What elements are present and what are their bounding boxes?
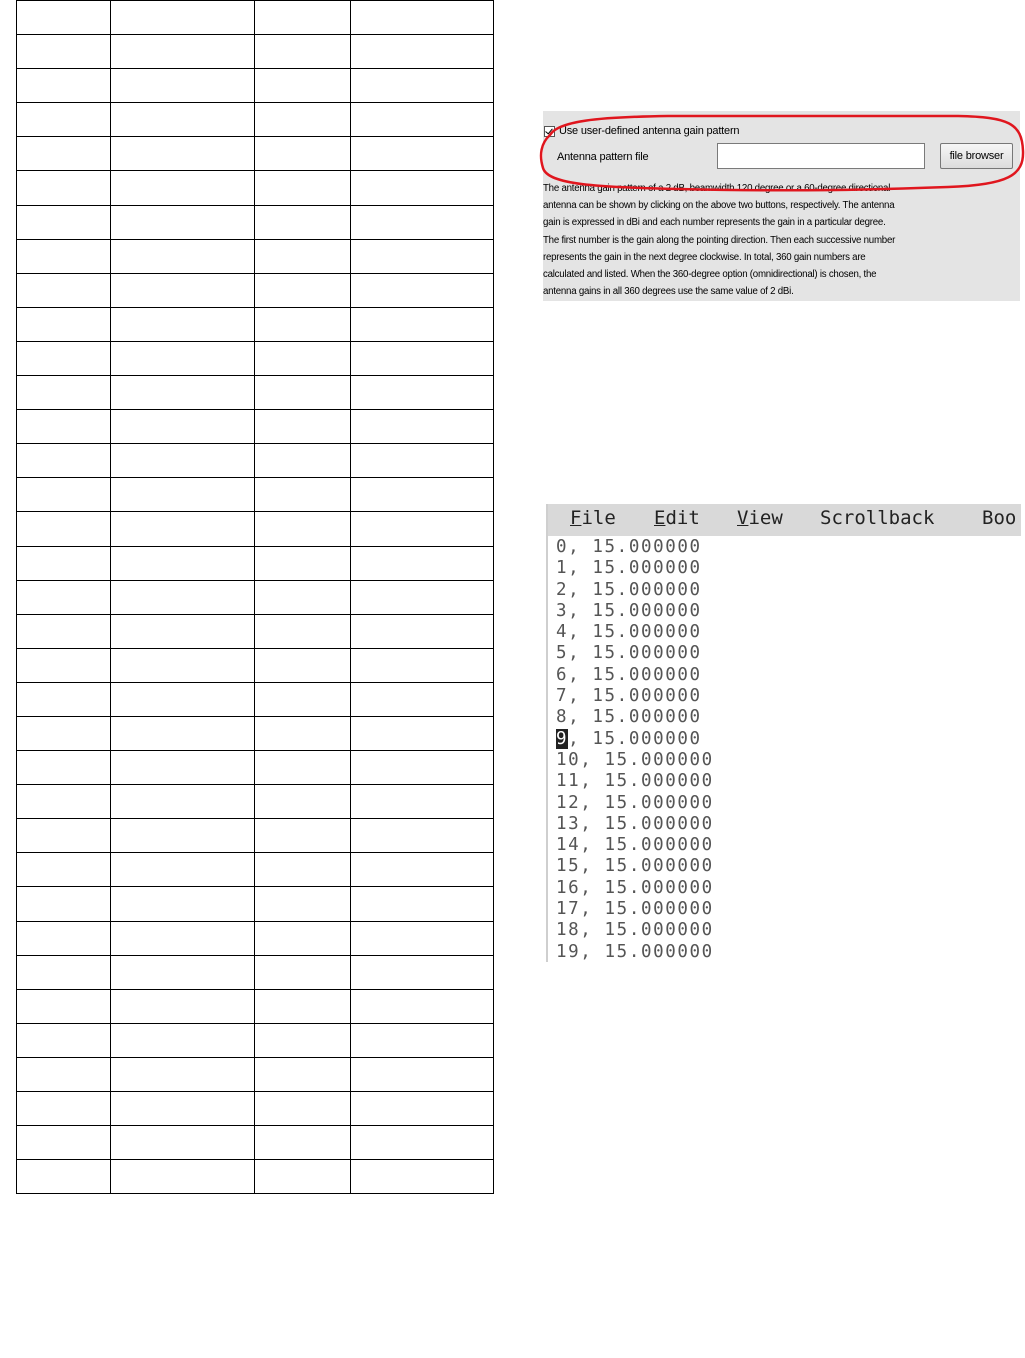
table-row xyxy=(17,512,494,546)
table-cell xyxy=(111,1057,255,1091)
table-cell xyxy=(255,341,351,375)
table-cell xyxy=(111,682,255,716)
table-row xyxy=(17,341,494,375)
table-cell xyxy=(17,512,111,546)
text-cursor: 9 xyxy=(556,728,569,749)
description-line: The antenna gain pattern of a 2 dB, beamwidth 120 degree or a 60-degree directional xyxy=(543,183,891,194)
table-cell xyxy=(17,716,111,750)
menu-mnemonic: E xyxy=(654,507,666,529)
table-cell xyxy=(255,921,351,955)
description-line: represents the gain in the next degree clockwise. In total, 360 gain numbers are xyxy=(543,251,866,263)
table-cell xyxy=(255,614,351,648)
table-cell xyxy=(17,785,111,819)
table-cell xyxy=(351,853,494,887)
table-cell xyxy=(255,648,351,682)
menu-item-ile[interactable] xyxy=(570,507,616,529)
table-cell xyxy=(17,853,111,887)
table-cell xyxy=(111,410,255,444)
table-cell xyxy=(351,751,494,785)
menu-item-scrollback[interactable] xyxy=(820,507,934,529)
table-cell xyxy=(351,137,494,171)
menu-label: iew xyxy=(748,507,783,529)
terminal-line: 12, 15.000000 xyxy=(556,792,714,813)
table-cell xyxy=(111,887,255,921)
table-cell xyxy=(351,103,494,137)
table-cell xyxy=(111,1092,255,1126)
table-cell xyxy=(17,273,111,307)
description-line: antenna can be shown by clicking on the above two buttons, respectively. The antenna xyxy=(543,200,895,212)
table-cell xyxy=(351,1023,494,1057)
table-row xyxy=(17,682,494,716)
table-row xyxy=(17,648,494,682)
table-cell xyxy=(351,171,494,205)
table-cell xyxy=(17,546,111,580)
table-cell xyxy=(255,1057,351,1091)
table-cell xyxy=(17,137,111,171)
table-cell xyxy=(17,648,111,682)
table-cell xyxy=(255,376,351,410)
table-row xyxy=(17,853,494,887)
table-cell xyxy=(255,444,351,478)
table-cell xyxy=(255,751,351,785)
table-cell xyxy=(111,307,255,341)
table-cell xyxy=(351,989,494,1023)
terminal-line: 13, 15.000000 xyxy=(556,813,714,834)
table-cell xyxy=(17,171,111,205)
table-cell xyxy=(111,1126,255,1160)
menu-mnemonic: F xyxy=(570,507,582,529)
table-row xyxy=(17,785,494,819)
table-cell xyxy=(17,1160,111,1194)
menu-mnemonic: V xyxy=(737,507,749,529)
use-pattern-checkbox-row[interactable] xyxy=(543,124,739,138)
terminal-line: 11, 15.000000 xyxy=(556,771,714,792)
table-cell xyxy=(111,1,255,35)
table-cell xyxy=(111,751,255,785)
terminal-line: 5, 15.000000 xyxy=(556,643,702,664)
table-cell xyxy=(111,989,255,1023)
grid-table-body xyxy=(17,1,494,1194)
table-row xyxy=(17,751,494,785)
terminal-line: 0, 15.000000 xyxy=(556,537,702,557)
terminal-line: 19, 15.000000 xyxy=(556,941,714,962)
table-cell xyxy=(111,614,255,648)
table-cell xyxy=(255,478,351,512)
terminal-line: 14, 15.000000 xyxy=(556,835,714,856)
terminal-line: 2, 15.000000 xyxy=(556,579,702,600)
table-cell xyxy=(111,376,255,410)
table-cell xyxy=(17,444,111,478)
table-cell xyxy=(17,955,111,989)
table-cell xyxy=(255,1023,351,1057)
description-line: antenna gains in all 360 degrees use the same value of 2 dBi. xyxy=(543,286,794,298)
table-cell xyxy=(351,614,494,648)
file-browser-button[interactable]: file browser xyxy=(940,143,1013,169)
table-cell xyxy=(255,682,351,716)
terminal-line: 4, 15.000000 xyxy=(556,622,702,643)
table-row xyxy=(17,35,494,69)
table-cell xyxy=(17,478,111,512)
terminal-line: 10, 15.000000 xyxy=(556,749,714,770)
terminal-line: 6, 15.000000 xyxy=(556,664,702,685)
table-cell xyxy=(351,1057,494,1091)
table-row xyxy=(17,921,494,955)
terminal-line: 17, 15.000000 xyxy=(556,899,714,920)
table-cell xyxy=(17,819,111,853)
terminal-output[interactable] xyxy=(556,537,714,962)
table-row xyxy=(17,955,494,989)
terminal-line: 18, 15.000000 xyxy=(556,920,714,941)
table-cell xyxy=(351,478,494,512)
description-line: The first number is the gain along the pointing direction. Then each successive number xyxy=(543,234,896,246)
table-cell xyxy=(351,376,494,410)
antenna-gain-description xyxy=(543,180,904,300)
table-cell xyxy=(111,955,255,989)
table-row xyxy=(17,989,494,1023)
table-cell xyxy=(111,1023,255,1057)
menu-label: ile xyxy=(581,507,616,529)
table-cell xyxy=(255,580,351,614)
table-cell xyxy=(351,785,494,819)
table-cell xyxy=(351,307,494,341)
table-cell xyxy=(111,273,255,307)
table-cell xyxy=(17,614,111,648)
terminal-line: 1, 15.000000 xyxy=(556,558,702,579)
table-row xyxy=(17,205,494,239)
table-cell xyxy=(17,887,111,921)
table-cell xyxy=(111,171,255,205)
table-row xyxy=(17,171,494,205)
table-row xyxy=(17,1023,494,1057)
table-row xyxy=(17,1057,494,1091)
table-cell xyxy=(255,955,351,989)
table-cell xyxy=(255,512,351,546)
table-cell xyxy=(17,989,111,1023)
table-cell xyxy=(17,682,111,716)
table-cell xyxy=(255,239,351,273)
table-cell xyxy=(351,1160,494,1194)
menu-item-dit[interactable] xyxy=(654,507,700,529)
table-cell xyxy=(255,989,351,1023)
terminal-line: 8, 15.000000 xyxy=(556,707,702,728)
use-pattern-checkbox[interactable] xyxy=(544,126,555,137)
table-cell xyxy=(255,1092,351,1126)
table-cell xyxy=(111,478,255,512)
antenna-settings-panel xyxy=(543,111,1020,301)
table-row xyxy=(17,1160,494,1194)
terminal-line: 3, 15.000000 xyxy=(556,600,702,621)
table-cell xyxy=(351,273,494,307)
table-cell xyxy=(351,648,494,682)
table-cell xyxy=(351,955,494,989)
table-cell xyxy=(17,751,111,785)
empty-grid-table xyxy=(16,0,494,1194)
table-cell xyxy=(17,341,111,375)
table-row xyxy=(17,103,494,137)
antenna-pattern-file-input[interactable] xyxy=(717,143,925,169)
table-cell xyxy=(255,103,351,137)
table-cell xyxy=(17,205,111,239)
table-row xyxy=(17,1126,494,1160)
table-row xyxy=(17,1092,494,1126)
table-cell xyxy=(351,410,494,444)
table-row xyxy=(17,273,494,307)
table-cell xyxy=(255,716,351,750)
table-cell xyxy=(351,341,494,375)
table-cell xyxy=(255,887,351,921)
table-cell xyxy=(17,1092,111,1126)
table-cell xyxy=(17,103,111,137)
table-cell xyxy=(351,444,494,478)
table-cell xyxy=(17,1,111,35)
table-row xyxy=(17,307,494,341)
description-line: gain is expressed in dBi and each number represents the gain in a particular degree. xyxy=(543,217,886,229)
table-cell xyxy=(17,239,111,273)
table-cell xyxy=(111,648,255,682)
table-cell xyxy=(17,376,111,410)
table-row xyxy=(17,546,494,580)
terminal-window xyxy=(546,504,1021,962)
table-cell xyxy=(255,205,351,239)
menu-label: Boo xyxy=(982,507,1017,529)
table-cell xyxy=(255,546,351,580)
table-cell xyxy=(255,69,351,103)
table-cell xyxy=(351,887,494,921)
table-cell xyxy=(351,35,494,69)
table-cell xyxy=(351,512,494,546)
table-cell xyxy=(351,1,494,35)
table-cell xyxy=(111,444,255,478)
table-row xyxy=(17,478,494,512)
table-row xyxy=(17,716,494,750)
table-row xyxy=(17,887,494,921)
table-cell xyxy=(111,512,255,546)
table-cell xyxy=(255,1160,351,1194)
table-cell xyxy=(111,819,255,853)
menu-label: dit xyxy=(665,507,700,529)
table-cell xyxy=(351,546,494,580)
table-cell xyxy=(351,580,494,614)
table-cell xyxy=(351,819,494,853)
terminal-line: 7, 15.000000 xyxy=(556,686,702,707)
table-row xyxy=(17,69,494,103)
table-cell xyxy=(111,785,255,819)
table-cell xyxy=(351,205,494,239)
table-row xyxy=(17,410,494,444)
table-cell xyxy=(351,682,494,716)
table-cell xyxy=(255,137,351,171)
table-cell xyxy=(17,1057,111,1091)
table-cell xyxy=(255,410,351,444)
terminal-line: 9, 15.000000 xyxy=(556,728,702,749)
table-cell xyxy=(255,1126,351,1160)
table-cell xyxy=(111,580,255,614)
table-cell xyxy=(351,1126,494,1160)
table-cell xyxy=(17,1023,111,1057)
table-cell xyxy=(255,307,351,341)
table-cell xyxy=(111,341,255,375)
table-row xyxy=(17,444,494,478)
table-cell xyxy=(111,853,255,887)
table-cell xyxy=(111,921,255,955)
table-cell xyxy=(17,1126,111,1160)
table-cell xyxy=(111,103,255,137)
menu-item-iew[interactable] xyxy=(737,507,783,529)
table-cell xyxy=(17,35,111,69)
table-cell xyxy=(351,921,494,955)
table-cell xyxy=(351,69,494,103)
terminal-line: 15, 15.000000 xyxy=(556,856,714,877)
use-pattern-label: Use user-defined antenna gain pattern xyxy=(559,125,740,137)
table-cell xyxy=(255,853,351,887)
table-cell xyxy=(255,785,351,819)
table-cell xyxy=(255,819,351,853)
table-cell xyxy=(255,1,351,35)
table-row xyxy=(17,137,494,171)
table-cell xyxy=(111,239,255,273)
table-cell xyxy=(17,921,111,955)
table-cell xyxy=(255,273,351,307)
terminal-line: 16, 15.000000 xyxy=(556,877,714,898)
table-cell xyxy=(351,239,494,273)
table-cell xyxy=(111,69,255,103)
table-row xyxy=(17,1,494,35)
table-cell xyxy=(17,410,111,444)
table-cell xyxy=(111,137,255,171)
table-cell xyxy=(255,171,351,205)
table-cell xyxy=(111,546,255,580)
table-cell xyxy=(17,580,111,614)
table-cell xyxy=(111,716,255,750)
table-cell xyxy=(17,69,111,103)
table-row xyxy=(17,376,494,410)
menu-item-boo[interactable] xyxy=(982,507,1016,529)
table-cell xyxy=(255,35,351,69)
table-cell xyxy=(17,307,111,341)
menu-label: Scrollback xyxy=(820,507,935,529)
table-row xyxy=(17,239,494,273)
table-cell xyxy=(351,716,494,750)
description-line: calculated and listed. When the 360-degree option (omnidirectional) is chosen, the xyxy=(543,269,877,281)
table-cell xyxy=(111,35,255,69)
table-cell xyxy=(351,1092,494,1126)
table-cell xyxy=(111,1160,255,1194)
terminal-menubar xyxy=(548,504,1021,536)
table-row xyxy=(17,614,494,648)
table-row xyxy=(17,580,494,614)
antenna-pattern-file-label: Antenna pattern file xyxy=(557,151,649,163)
table-cell xyxy=(111,205,255,239)
table-row xyxy=(17,819,494,853)
